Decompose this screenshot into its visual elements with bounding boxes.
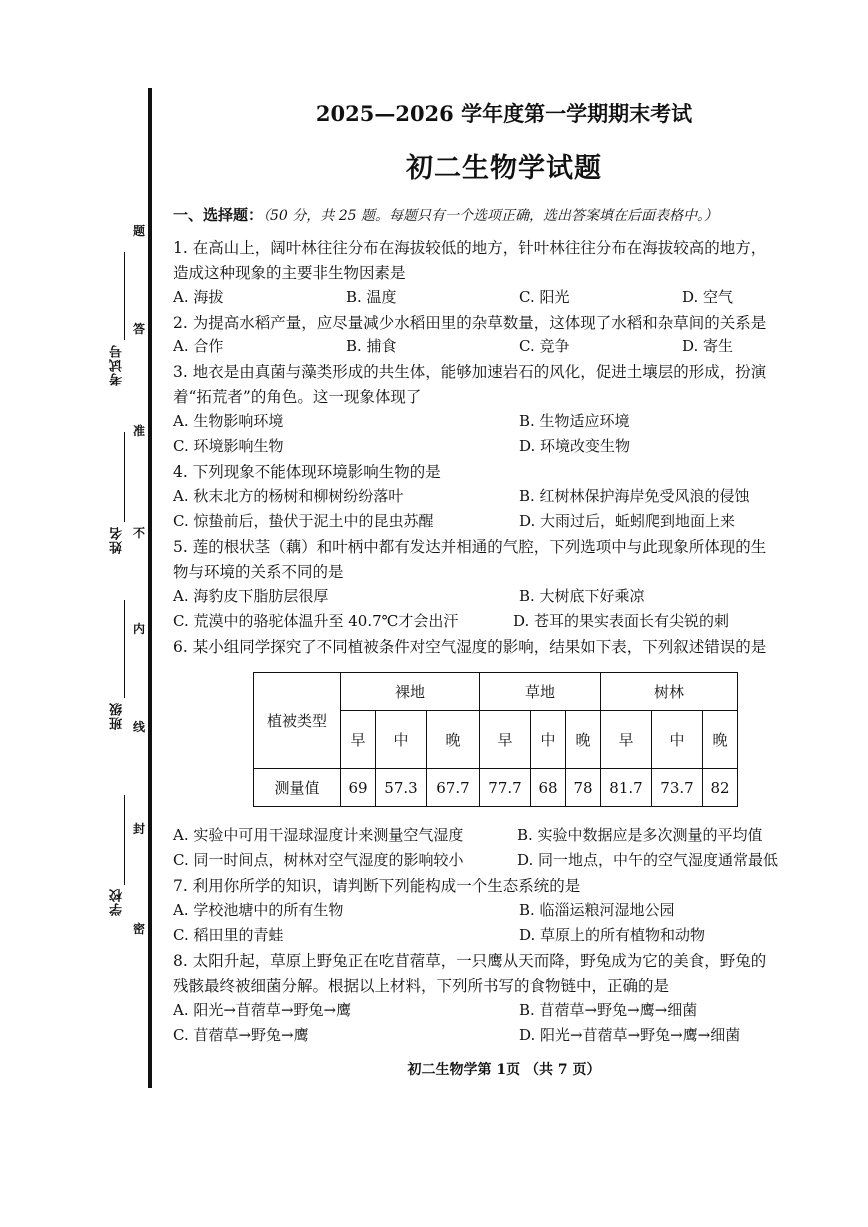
q3-option-a[interactable]: A. 生物影响环境 — [173, 412, 284, 430]
q4-option-d[interactable]: D. 大雨过后，蚯蚓爬到地面上来 — [519, 512, 736, 530]
school-label: 学校 — [110, 888, 125, 916]
exam-no-label: 考试号 — [110, 344, 125, 386]
table-value-cell: 73.7 — [652, 769, 703, 807]
q7-option-d[interactable]: D. 草原上的所有植物和动物 — [519, 926, 706, 944]
school-blank[interactable] — [124, 795, 125, 885]
page-footer: 初二生物学第 1页 （共 7 页） — [407, 1062, 601, 1078]
name-blank[interactable] — [124, 432, 125, 522]
q7-option-b[interactable]: B. 临淄运粮河湿地公园 — [519, 901, 675, 919]
q1-stem: 造成这种现象的主要非生物因素是 — [173, 264, 406, 282]
q4-option-c[interactable]: C. 惊蛰前后，蛰伏于泥土中的昆虫苏醒 — [173, 512, 434, 530]
seal-char: 密 — [133, 922, 146, 936]
table-group-header: 树林 — [601, 673, 738, 711]
section-note: （50 分，共 25 题。每题只有一个选项正确，选出答案填在后面表格中。） — [263, 208, 718, 224]
seal-char: 准 — [133, 424, 146, 438]
binding-line — [148, 88, 152, 1088]
q8-stem: 8. 太阳升起，草原上野兔正在吃苜蓿草，一只鹰从天而降，野兔成为它的美食，野兔的 — [173, 952, 767, 970]
table-time-cell: 早 — [601, 711, 652, 769]
table-value-cell: 78 — [566, 769, 601, 807]
table-header-measured: 测量值 — [254, 769, 341, 807]
q2-option-d[interactable]: D. 寄生 — [682, 337, 734, 355]
q1-stem: 1. 在高山上，阔叶林往往分布在海拔较低的地方，针叶林往往分布在海拔较高的地方， — [173, 239, 767, 257]
q2-option-a[interactable]: A. 合作 — [173, 337, 224, 355]
q5-option-b[interactable]: B. 大树底下好乘凉 — [519, 587, 645, 605]
q1-option-c[interactable]: C. 阳光 — [519, 288, 570, 306]
table-time-cell: 早 — [480, 711, 531, 769]
table-value-cell: 69 — [341, 769, 376, 807]
q8-option-d[interactable]: D. 阳光→苜蓿草→野兔→鹰→细菌 — [519, 1026, 741, 1044]
q4-option-b[interactable]: B. 红树林保护海岸免受风浪的侵蚀 — [519, 487, 750, 505]
q6-option-a[interactable]: A. 实验中可用干湿球湿度计来测量空气湿度 — [173, 826, 464, 844]
class-label: 班级 — [110, 702, 125, 730]
q2-stem: 2. 为提高水稻产量，应尽量减少水稻田里的杂草数量，这体现了水稻和杂草间的关系是 — [173, 314, 767, 332]
q7-stem: 7. 利用你所学的知识，请判断下列能构成一个生态系统的是 — [173, 877, 581, 895]
q5-option-c[interactable]: C. 荒漠中的骆驼体温升至 40.7℃才会出汗 — [173, 612, 459, 630]
class-blank[interactable] — [124, 600, 125, 698]
q8-option-a[interactable]: A. 阳光→苜蓿草→野兔→鹰 — [173, 1001, 352, 1019]
q3-stem: 着“拓荒者”的角色。这一现象体现了 — [173, 388, 422, 406]
table-time-cell: 晚 — [566, 711, 601, 769]
q3-option-c[interactable]: C. 环境影响生物 — [173, 437, 284, 455]
seal-char: 答 — [133, 322, 146, 336]
table-time-cell: 晚 — [427, 711, 480, 769]
q3-option-b[interactable]: B. 生物适应环境 — [519, 412, 630, 430]
q7-option-c[interactable]: C. 稻田里的青蛙 — [173, 926, 284, 944]
q1-option-b[interactable]: B. 温度 — [346, 288, 397, 306]
humidity-table — [253, 672, 738, 807]
table-time-cell: 中 — [652, 711, 703, 769]
seal-char: 内 — [133, 622, 146, 636]
q7-option-a[interactable]: A. 学校池塘中的所有生物 — [173, 901, 344, 919]
seal-char: 题 — [133, 224, 146, 238]
q4-option-a[interactable]: A. 秋末北方的杨树和柳树纷纷落叶 — [173, 487, 404, 505]
table-value-cell: 77.7 — [480, 769, 531, 807]
q5-stem: 物与环境的关系不同的是 — [173, 563, 344, 581]
q5-option-a[interactable]: A. 海豹皮下脂肪层很厚 — [173, 587, 329, 605]
q6-option-d[interactable]: D. 同一地点，中午的空气湿度通常最低 — [517, 851, 779, 869]
q8-stem: 残骸最终被细菌分解。根据以上材料，下列所书写的食物链中，正确的是 — [173, 977, 670, 995]
q2-option-c[interactable]: C. 竞争 — [519, 337, 570, 355]
exam-no-blank[interactable] — [124, 252, 125, 340]
q8-option-b[interactable]: B. 苜蓿草→野兔→鹰→细菌 — [519, 1001, 698, 1019]
q1-option-a[interactable]: A. 海拔 — [173, 288, 224, 306]
section-label: 一、选择题： — [173, 206, 264, 224]
table-group-header: 草地 — [480, 673, 601, 711]
q3-stem: 3. 地衣是由真菌与藻类形成的共生体，能够加速岩石的风化，促进土壤层的形成，扮演 — [173, 363, 767, 381]
exam-subject: 初二生物学试题 — [406, 153, 602, 184]
q6-stem: 6. 某小组同学探究了不同植被条件对空气湿度的影响，结果如下表，下列叙述错误的是 — [173, 638, 767, 656]
table-time-cell: 早 — [341, 711, 376, 769]
table-time-cell: 中 — [531, 711, 566, 769]
seal-char: 封 — [133, 822, 146, 836]
exam-title: 2025—2026 学年度第一学期期末考试 — [315, 101, 693, 126]
q1-option-d[interactable]: D. 空气 — [682, 288, 734, 306]
q6-option-c[interactable]: C. 同一时间点，树林对空气湿度的影响较小 — [173, 851, 464, 869]
q8-option-c[interactable]: C. 苜蓿草→野兔→鹰 — [173, 1026, 309, 1044]
table-time-cell: 晚 — [703, 711, 738, 769]
table-value-cell: 57.3 — [376, 769, 427, 807]
name-label: 姓名 — [110, 526, 125, 554]
table-time-cell: 中 — [376, 711, 427, 769]
table-value-cell: 68 — [531, 769, 566, 807]
table-value-cell: 67.7 — [427, 769, 480, 807]
seal-char: 线 — [133, 720, 146, 734]
q4-stem: 4. 下列现象不能体现环境影响生物的是 — [173, 463, 441, 481]
q6-option-b[interactable]: B. 实验中数据应是多次测量的平均值 — [517, 826, 763, 844]
q3-option-d[interactable]: D. 环境改变生物 — [519, 437, 631, 455]
q2-option-b[interactable]: B. 捕食 — [346, 337, 397, 355]
section-heading — [173, 204, 718, 225]
table-value-cell: 82 — [703, 769, 738, 807]
table-header-vegetation: 植被类型 — [254, 673, 341, 769]
table-group-header: 裸地 — [341, 673, 480, 711]
table-value-cell: 81.7 — [601, 769, 652, 807]
q5-stem: 5. 莲的根状茎（藕）和叶柄中都有发达并相通的气腔，下列选项中与此现象所体现的生 — [173, 538, 767, 556]
seal-char: 不 — [133, 526, 146, 540]
q5-option-d[interactable]: D. 苍耳的果实表面长有尖锐的刺 — [513, 612, 730, 630]
